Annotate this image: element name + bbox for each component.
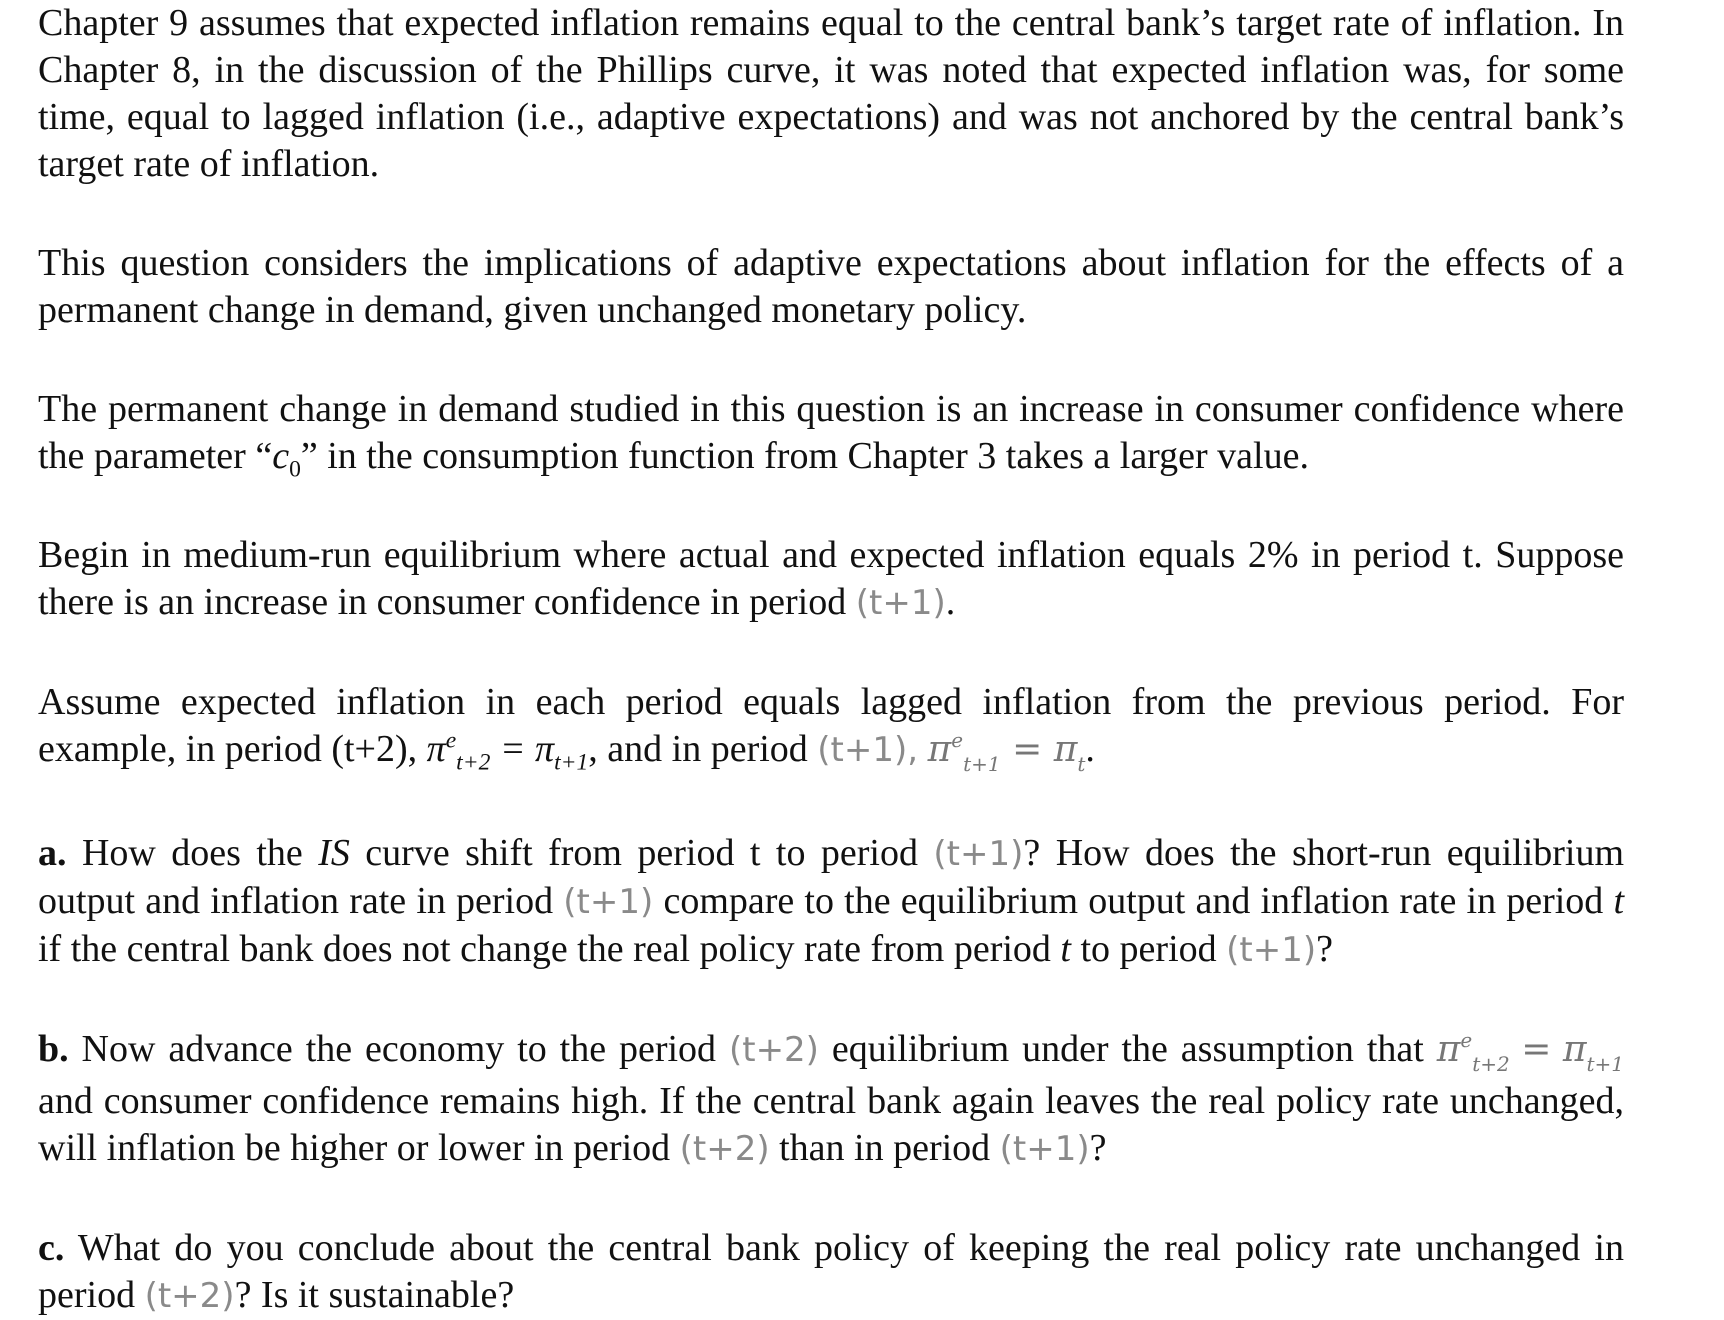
question-b-eq <box>1437 1026 1624 1078</box>
paragraph-setup-text: Begin in medium-run equilibrium where actual and expected inflation equals 2% in period t. Suppose there is an increase in consumer confidence in period <box>38 534 1624 623</box>
question-c-period-1: (t+2) <box>144 1276 235 1316</box>
question-b-eq-sub: t+2 <box>1472 1052 1510 1076</box>
question-a-t7: ? <box>1316 928 1333 970</box>
paragraph-assumption-end: . <box>1085 728 1095 770</box>
question-b-eq-sup: e <box>1460 1028 1473 1052</box>
eq1-sub: t+2 <box>456 749 491 776</box>
paragraph-setup <box>38 532 1624 627</box>
question-a-t6: to period <box>1080 928 1217 970</box>
question-b-t2: equilibrium under the assumption that <box>831 1028 1424 1070</box>
question-c-label: c. <box>38 1227 65 1269</box>
paragraph-assumption <box>38 679 1624 778</box>
question-c-t2: ? Is it sustainable? <box>234 1274 515 1316</box>
eq2-sub: t+1 <box>963 752 1001 776</box>
question-a <box>38 830 1624 974</box>
question-a-t4: compare to the equilibrium output and inflation rate in period <box>663 880 1604 922</box>
eq2-lhs: π <box>927 729 952 770</box>
eq1-sup: e <box>445 727 457 754</box>
paragraph-intro <box>38 0 1624 188</box>
question-b-t4: than in period <box>779 1127 991 1169</box>
question-b-t3: and consumer confidence remains high. If the central bank again leaves the real policy rate unchanged, will inflation be higher or lower in period <box>38 1080 1624 1169</box>
question-a-t1: How does the <box>81 832 303 874</box>
question-b-eq-lhs: π <box>1436 1029 1461 1070</box>
question-a-t3: ? How does the short-run equilibrium output and inflation rate in period <box>38 832 1625 922</box>
question-a-t-italic: t <box>1613 880 1625 922</box>
paragraph-assumption-mid: , and in period <box>588 728 808 770</box>
question-a-label: a. <box>38 832 67 874</box>
c0-symbol: c <box>272 435 290 477</box>
period-t1-label-2: (t+1), <box>817 730 919 770</box>
question-b-t1: Now advance the economy to the period <box>81 1028 717 1070</box>
eq1-pi: π <box>426 728 446 770</box>
question-a-t2: curve shift from period t to period <box>365 832 918 874</box>
question-a-period-3: (t+1) <box>1226 930 1317 970</box>
period-t1-label: (t+1) <box>855 583 946 623</box>
paragraph-demand-change-after: ” in the consumption function from Chapter 3 takes a larger value. <box>300 435 1309 477</box>
question-b-label: b. <box>38 1028 69 1070</box>
paragraph-assumption-text: Assume expected inflation in each period equals lagged inflation from the previous period. For example, in period (t+2), <box>38 681 1624 770</box>
question-b-t5: ? <box>1089 1127 1107 1169</box>
question-b-eq-rhs-sub: t+1 <box>1586 1052 1625 1076</box>
question-a-t-italic-2: t <box>1060 928 1071 970</box>
eq2-rhs: = π <box>1012 729 1078 770</box>
eq2-rhs-sub: t <box>1077 752 1086 776</box>
paragraph-intro-text: Chapter 9 assumes that expected inflation remains equal to the central bank’s target rate of inflation. In Chapter 8, in the discussion of the Phillips curve, it was noted that expected inflation was, for some time, equal to lagged inflation (i.e., adaptive expectations) and was not anchored by the central bank’s target rate of inflation. <box>38 2 1624 185</box>
paragraph-context-text: This question considers the implications of adaptive expectations about inflation for the effects of a permanent change in demand, given unchanged monetary policy. <box>38 242 1624 331</box>
eq1-rhs: = π <box>499 728 555 770</box>
question-b-eq-rhs: = π <box>1521 1029 1587 1070</box>
paragraph-demand-change-before: The permanent change in demand studied in this question is an increase in consumer confidence where the parameter “ <box>38 388 1624 477</box>
question-b-period-1: (t+2) <box>728 1030 819 1070</box>
paragraph-setup-end: . <box>945 581 956 623</box>
eq2-sup: e <box>951 728 964 752</box>
question-b-period-3: (t+1) <box>999 1129 1090 1169</box>
question-b <box>38 1026 1624 1173</box>
eq1-rhs-sub: t+1 <box>554 749 589 776</box>
question-b-period-2: (t+2) <box>679 1129 770 1169</box>
question-a-period-1: (t+1) <box>933 834 1024 874</box>
paragraph-demand-change <box>38 386 1624 483</box>
question-c <box>38 1225 1624 1320</box>
question-a-t5: if the central bank does not change the real policy rate from period <box>38 928 1051 970</box>
question-a-period-2: (t+1) <box>563 882 654 922</box>
is-curve-symbol: IS <box>318 832 350 874</box>
paragraph-context <box>38 240 1624 334</box>
eq2 <box>928 726 1086 778</box>
question-c-t1: What do you conclude about the central bank policy of keeping the real policy rate unchanged in period <box>38 1227 1624 1316</box>
c0-subscript: 0 <box>289 456 301 483</box>
